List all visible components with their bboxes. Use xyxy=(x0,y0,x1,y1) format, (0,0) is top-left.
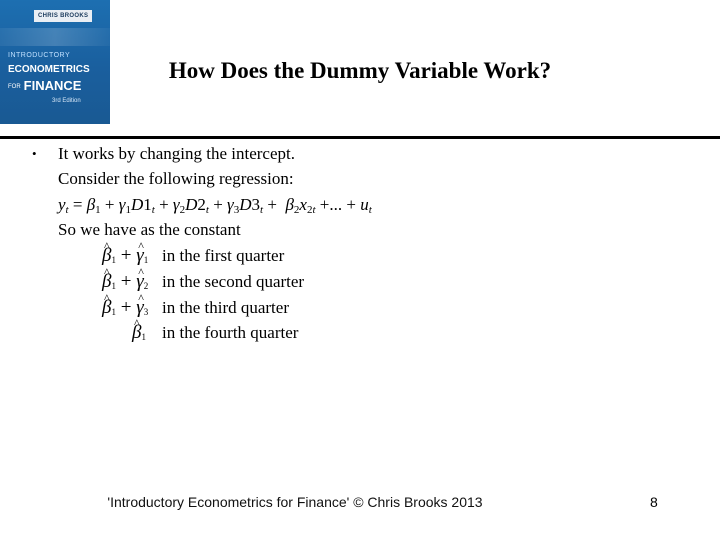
title-divider xyxy=(0,136,720,139)
body-line-regression-intro: Consider the following regression: xyxy=(58,169,294,188)
cover-title-line3 xyxy=(8,78,81,93)
bullet-marker: • xyxy=(32,146,37,161)
cover-title-for: FOR xyxy=(8,83,21,90)
body-line-constant: So we have as the constant xyxy=(58,220,241,239)
quarter-label-2: in the second quarter xyxy=(162,272,305,291)
coefficient-beta1-gamma3: ^ $\beta_1$ + ^ $\gamma_3$ xyxy=(102,297,148,319)
coefficient-beta1-gamma2: ^ $\beta_1$ + ^ $\gamma_2$ xyxy=(102,271,148,293)
cover-title-line1: INTRODUCTORY xyxy=(8,52,71,59)
cover-author: CHRIS BROOKS xyxy=(34,10,92,22)
regression-equation: $y_t = \beta_1 + \gamma_1D1_t + \gamma_2D2_t + \gamma_3D3_t + \beta_2x_{2t}$ +... + $u_t$ xyxy=(58,195,372,216)
body-line-intercept: It works by changing the intercept. xyxy=(58,144,295,163)
book-cover-image xyxy=(0,0,110,124)
cover-edition: 3rd Edition xyxy=(52,98,81,104)
cover-stripe xyxy=(0,28,110,46)
coefficient-beta1: ^ $\beta_1$ xyxy=(132,322,146,344)
quarter-label-4: in the fourth quarter xyxy=(162,323,299,342)
quarter-label-1: in the first quarter xyxy=(162,246,285,265)
coefficient-beta1-gamma1: ^ $\beta_1$ + ^ $\gamma_1$ xyxy=(102,245,148,267)
footer-text: 'Introductory Econometrics for Finance' © Chris Brooks 2013 xyxy=(107,494,483,510)
slide-title: How Does the Dummy Variable Work? xyxy=(168,58,552,83)
footer-copyright xyxy=(0,494,590,510)
page-number: 8 xyxy=(650,494,658,510)
quarter-label-3: in the third quarter xyxy=(162,298,289,317)
cover-title-finance: FINANCE xyxy=(23,78,82,93)
cover-title-line2: ECONOMETRICS xyxy=(8,64,90,75)
